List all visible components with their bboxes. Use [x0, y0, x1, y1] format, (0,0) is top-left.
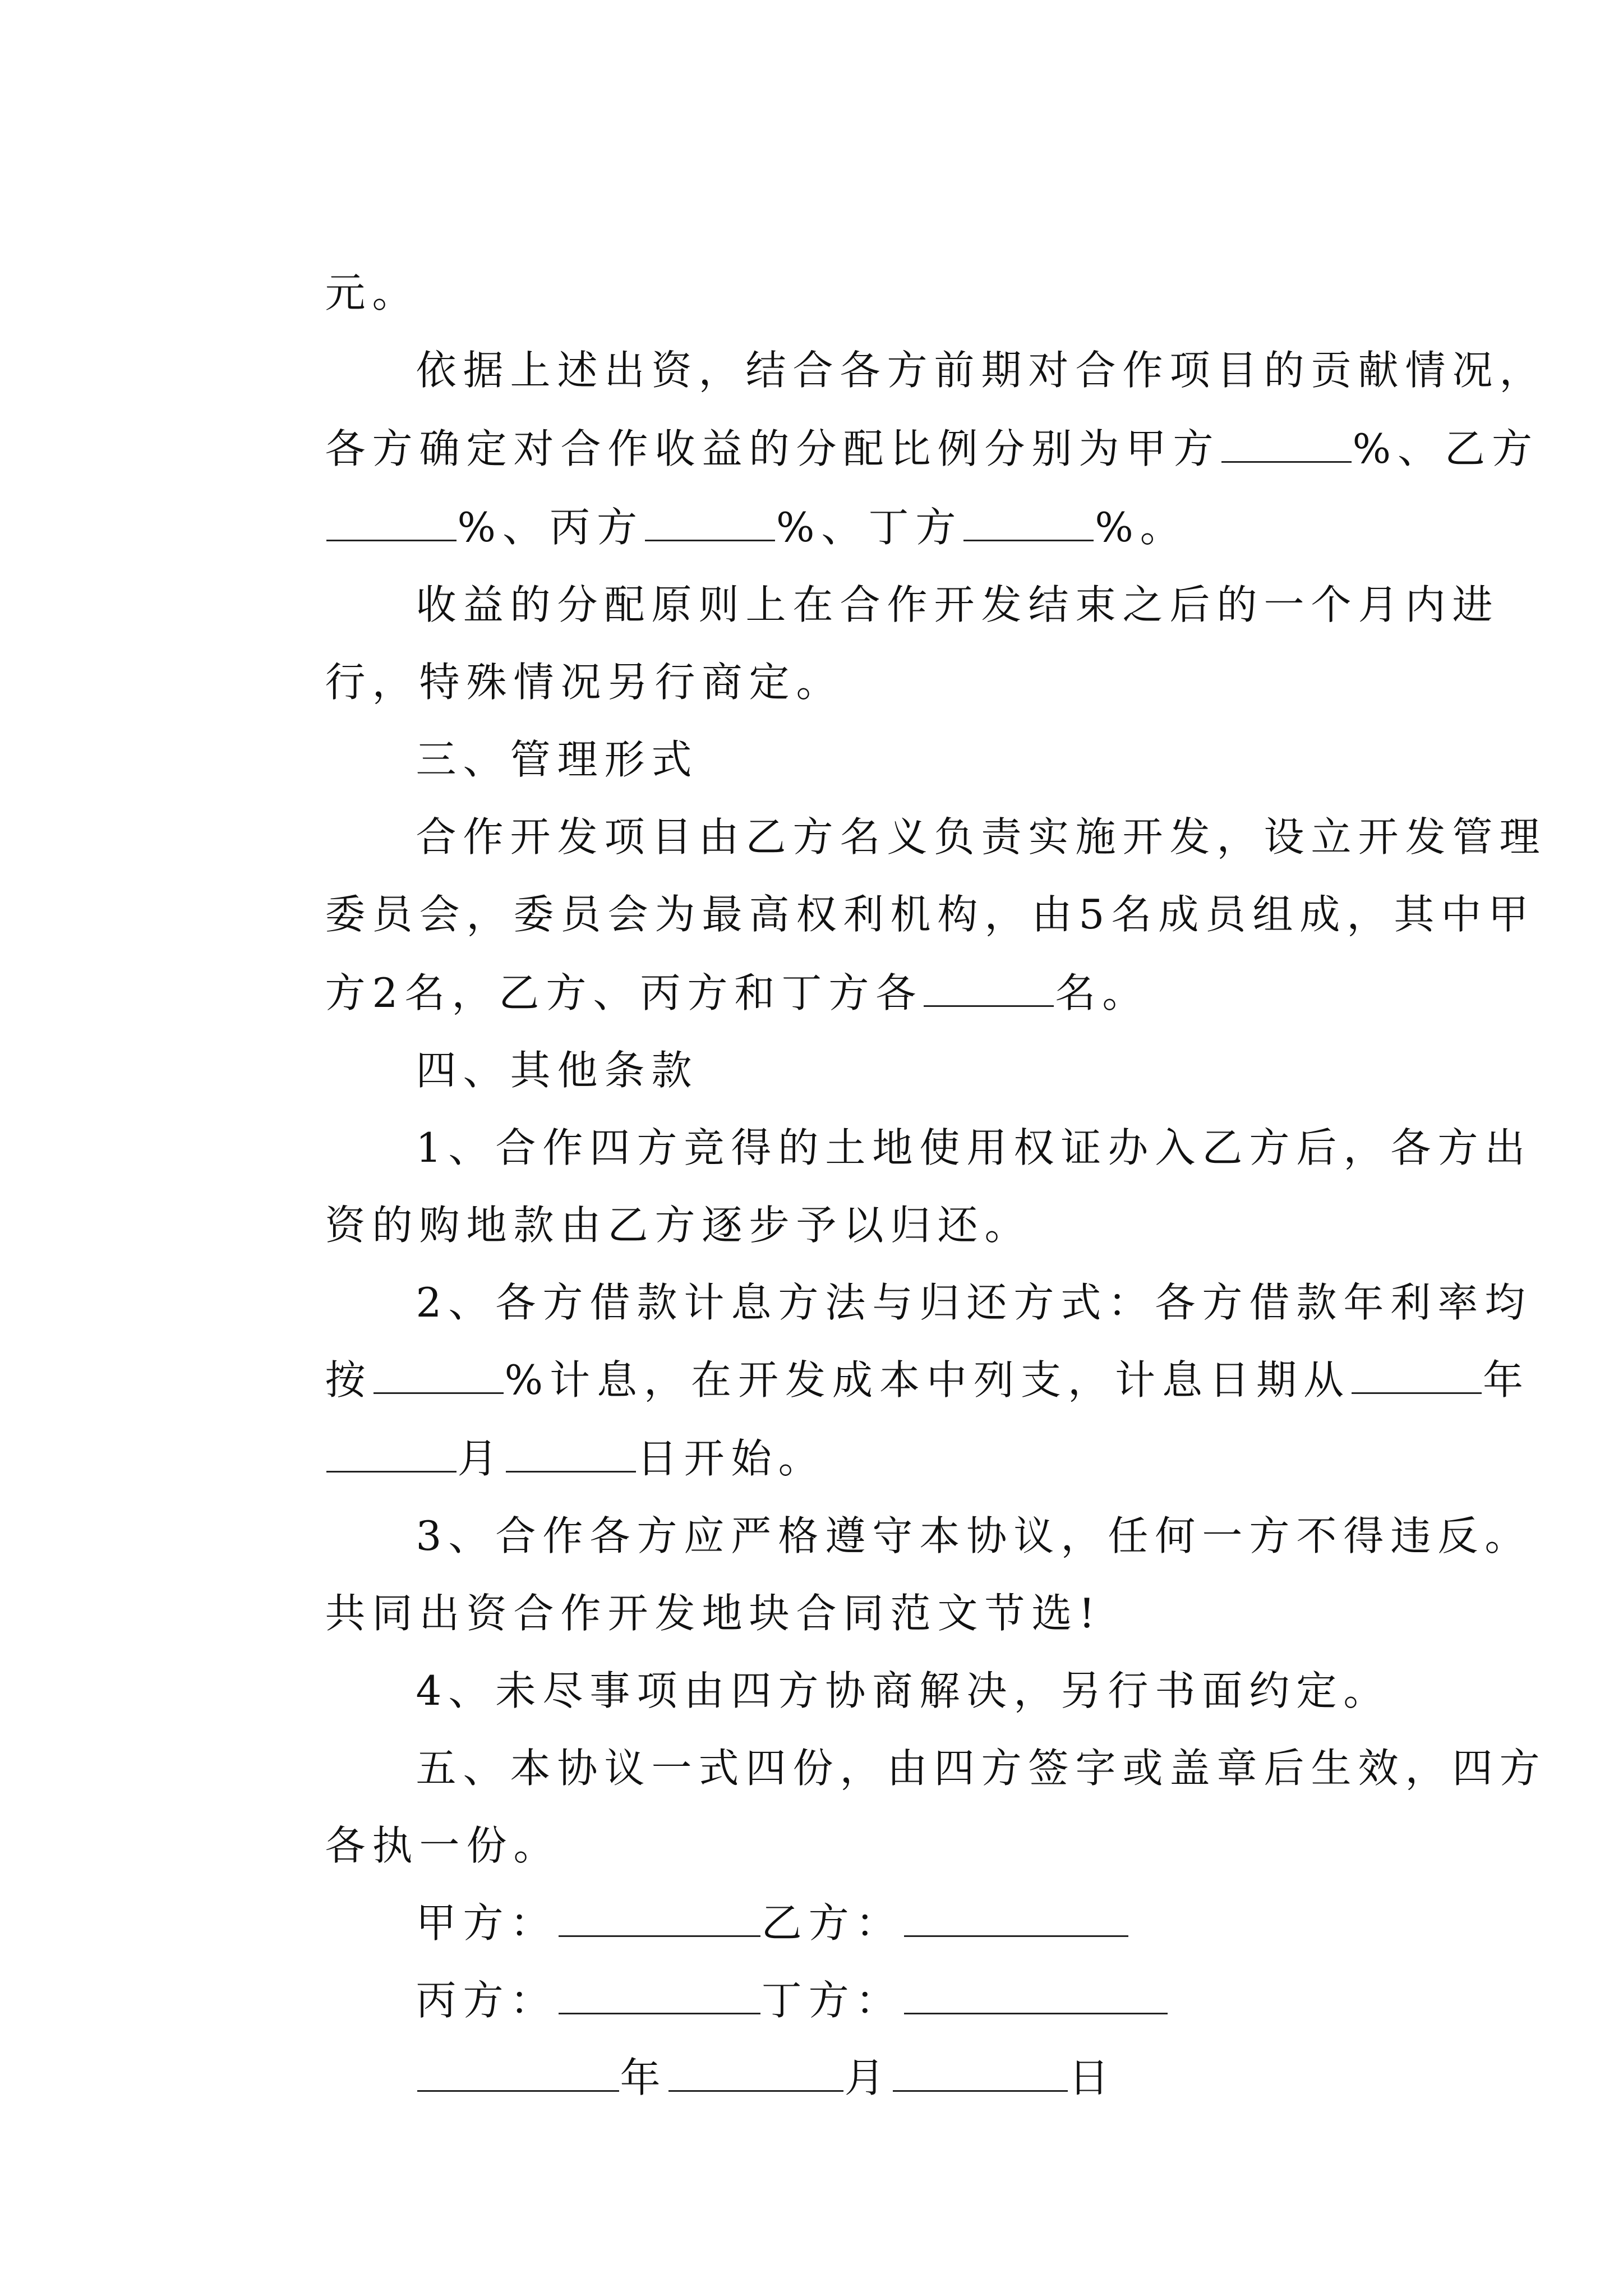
- text: 三、管理形式: [416, 736, 699, 783]
- date-line: [338, 1994, 1116, 2162]
- text: 四、其他条款: [416, 1047, 699, 1094]
- date-label: 年: [620, 2054, 667, 2101]
- text: 依据上述出资，结合各方前期对合作项目的贡献情况，: [416, 347, 1547, 394]
- text: 资的购地款由乙方逐步予以归还。: [325, 1202, 1032, 1249]
- text: 日开始。: [637, 1435, 826, 1482]
- date-blank: [668, 2055, 843, 2092]
- date-label: 日: [1068, 2054, 1116, 2101]
- text: 元。: [325, 269, 419, 316]
- text: 共同出资合作开发地块合同范文节选!: [325, 1590, 1102, 1637]
- blank-line: [1352, 1358, 1482, 1394]
- text: 按: [325, 1356, 372, 1404]
- signature-label: 丙方：: [416, 1977, 557, 2024]
- text: 名。: [1055, 969, 1150, 1016]
- text: %计息，在开发成本中列支，计息日期从: [504, 1356, 1350, 1404]
- text: 2、各方借款计息方法与归还方式：各方借款年利率均: [416, 1279, 1532, 1326]
- text: 各执一份。: [325, 1822, 561, 1869]
- date-blank: [893, 2055, 1068, 2092]
- text: 合作开发项目由乙方名义负责实施开发，设立开发管理: [416, 813, 1547, 861]
- text: 各方确定对合作收益的分配比例分别为甲方: [325, 425, 1220, 472]
- blank-line: [924, 970, 1054, 1007]
- text: 4、未尽事项由四方协商解决，另行书面约定。: [416, 1667, 1391, 1714]
- text: 方2名，乙方、丙方和丁方各: [325, 969, 923, 1016]
- text: 行，特殊情况另行商定。: [325, 659, 843, 706]
- text: %。: [1095, 504, 1187, 551]
- text: 月: [457, 1435, 505, 1482]
- text: 1、合作四方竞得的土地使用权证办入乙方后，各方出: [416, 1124, 1532, 1171]
- text: 委员会，委员会为最高权利机构，由5名成员组成，其中甲: [325, 891, 1536, 938]
- date-label: 月: [844, 2054, 892, 2101]
- date-blank: [417, 2055, 619, 2092]
- text: 年: [1482, 1356, 1530, 1404]
- signature-label: 甲方：: [416, 1899, 557, 1947]
- text: 3、合作各方应严格遵守本协议，任何一方不得违反。: [416, 1512, 1532, 1559]
- text: 收益的分配原则上在合作开发结束之后的一个月内进: [416, 581, 1500, 628]
- blank-line: [1221, 426, 1352, 463]
- text: %、丙方: [457, 504, 644, 551]
- text: 五、本协议一式四份，由四方签字或盖章后生效，四方: [416, 1745, 1547, 1792]
- signature-label: 丁方：: [761, 1977, 903, 2024]
- text: %、乙方: [1352, 425, 1539, 472]
- signature-label: 乙方：: [761, 1899, 903, 1947]
- text: %、丁方: [776, 504, 963, 551]
